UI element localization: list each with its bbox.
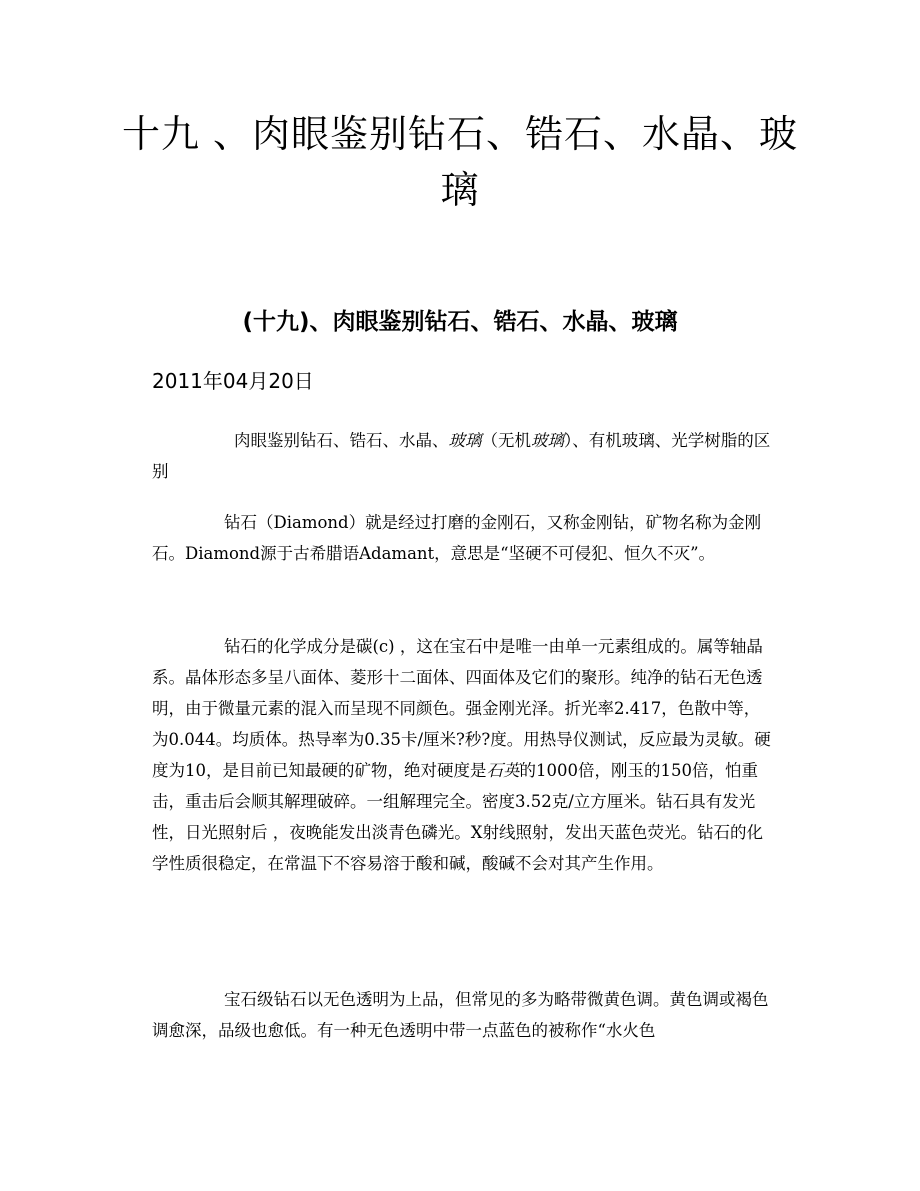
intro-text-2: （无机 bbox=[481, 431, 531, 450]
paragraph-diamond-grading: 宝石级钻石以无色透明为上品，但常见的多为略带微黄色调。黄色调或褐色调愈深，品级也愈低。有一种无色透明中带一点蓝色的被称作“水火色 bbox=[152, 990, 769, 1040]
paragraph-diamond-definition: 钻石（Diamond）就是经过打磨的金刚石，又称金刚钻，矿物名称为金刚石。Diamond源于古希腊语Adamant，意思是“坚硬不可侵犯、恒久不灭”。 bbox=[152, 513, 762, 563]
intro-text-1: 肉眼鉴别钻石、锆石、水晶、 bbox=[234, 431, 449, 450]
publish-date: 2011年04月20日 bbox=[152, 369, 314, 393]
document-subtitle: (十九)、肉眼鉴别钻石、锆石、水晶、玻璃 bbox=[242, 309, 678, 335]
properties-text-2: 的1000倍，刚玉的150倍，怕重击，重击后会顺其解理破碎。一组解理完全。密度3.52克/立方厘米。钻石具有发光性，日光照射后 ，夜晚能发出淡青色磷光。X射线照射，发出天蓝色荧光。钻石的化学性质很稳定，在常温下不容易溶于酸和碱，酸碱不会对其产生作用。 bbox=[152, 761, 763, 873]
paragraph-diamond-properties bbox=[152, 631, 774, 879]
properties-italic-quartz: 石英 bbox=[486, 761, 520, 780]
document-title: 十九 、肉眼鉴别钻石、锆石、水晶、玻璃 bbox=[121, 112, 799, 212]
intro-italic-glass-2: 玻璃 bbox=[531, 431, 564, 450]
intro-italic-glass-1: 玻璃 bbox=[448, 431, 482, 450]
intro-text-3: ）、有机玻璃、光学树脂的区别 bbox=[152, 431, 771, 481]
paragraph-intro bbox=[152, 425, 774, 487]
properties-text-1: 钻石的化学成分是碳(c) ，这在宝石中是唯一由单一元素组成的。属等轴晶系。晶体形态多呈八面体、菱形十二面体、四面体及它们的聚形。纯净的钻石无色透明，由于微量元素的混入而呈现不同颜色。强金刚光泽。折光率2.417，色散中等，为0.044。均质体。热导率为0.35卡/厘米?秒?度。用热导仪测试，反应最为灵敏。硬度为10，是目前已知最硬的矿物，绝对硬度是 bbox=[152, 637, 771, 780]
